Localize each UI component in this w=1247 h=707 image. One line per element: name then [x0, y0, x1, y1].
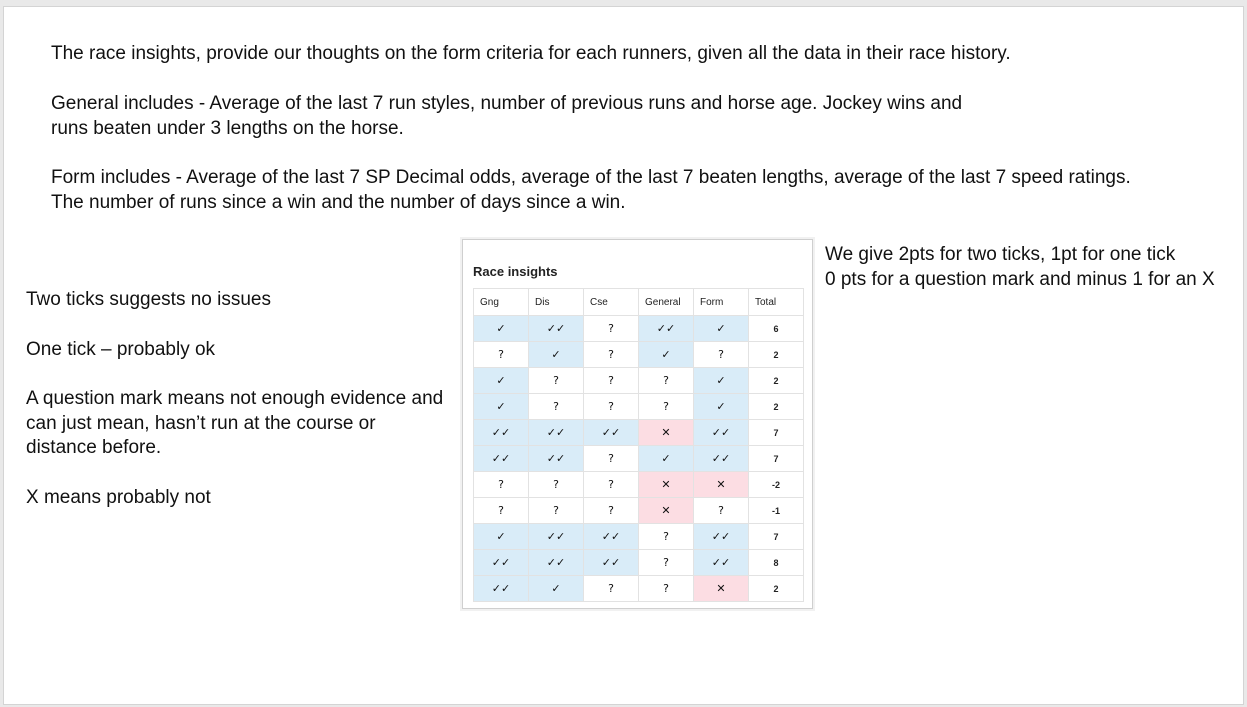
cell-total: -1 [749, 498, 804, 524]
cell-general: ? [639, 394, 694, 420]
cell-dis: ? [529, 368, 584, 394]
table-row [474, 524, 804, 550]
cell-gng: ? [474, 342, 529, 368]
column-header-gng: Gng [474, 289, 529, 316]
cell-gng: ✓✓ [474, 420, 529, 446]
cell-general: ✓ [639, 342, 694, 368]
cell-dis: ✓✓ [529, 316, 584, 342]
column-header-cse: Cse [584, 289, 639, 316]
cell-gng: ✓✓ [474, 446, 529, 472]
cell-general: ? [639, 368, 694, 394]
table-row [474, 394, 804, 420]
cell-form: ✓✓ [694, 446, 749, 472]
cell-total: -2 [749, 472, 804, 498]
cell-total: 6 [749, 316, 804, 342]
table-row [474, 368, 804, 394]
cell-cse: ✓✓ [584, 420, 639, 446]
table-row [474, 316, 804, 342]
cell-total: 8 [749, 550, 804, 576]
cell-cse: ? [584, 446, 639, 472]
cell-dis: ? [529, 394, 584, 420]
cell-gng: ✓ [474, 368, 529, 394]
cell-cse: ? [584, 576, 639, 602]
general-description: General includes - Average of the last 7 run styles, number of previous runs and horse age. Jockey wins and runs beaten under 3 lengths on the horse. [51, 93, 963, 139]
cell-form: ✓ [694, 368, 749, 394]
cell-form: ? [694, 498, 749, 524]
table-row [474, 498, 804, 524]
cell-form: ? [694, 342, 749, 368]
column-header-form: Form [694, 289, 749, 316]
x-note: X means probably not [26, 487, 211, 508]
intro-paragraph: The race insights, provide our thoughts on the form criteria for each runners, given all the data in their race history. [51, 43, 1011, 64]
table-row [474, 472, 804, 498]
cell-dis: ? [529, 472, 584, 498]
column-header-general: General [639, 289, 694, 316]
cell-total: 2 [749, 342, 804, 368]
cell-form: ✓✓ [694, 550, 749, 576]
form-description: Form includes - Average of the last 7 SP Decimal odds, average of the last 7 beaten lengths, average of the last 7 speed ratings. The number of runs since a win and the number of days since a win. [51, 167, 1131, 213]
column-header-dis: Dis [529, 289, 584, 316]
two-ticks-note: Two ticks suggests no issues [26, 289, 271, 310]
cell-cse: ✓✓ [584, 550, 639, 576]
cell-cse: ? [584, 316, 639, 342]
cell-dis: ✓✓ [529, 550, 584, 576]
cell-cse: ? [584, 394, 639, 420]
cell-total: 7 [749, 420, 804, 446]
question-mark-note: A question mark means not enough evidence and can just mean, hasn’t run at the course or distance before. [26, 388, 444, 458]
cell-general: ✓✓ [639, 316, 694, 342]
one-tick-note: One tick – probably ok [26, 339, 216, 360]
table-row [474, 550, 804, 576]
table-header-row [474, 289, 804, 316]
cell-general: ✕ [639, 472, 694, 498]
cell-cse: ✓✓ [584, 524, 639, 550]
cell-dis: ✓✓ [529, 446, 584, 472]
table-row [474, 576, 804, 602]
cell-total: 2 [749, 394, 804, 420]
table-row [474, 446, 804, 472]
cell-form: ✓✓ [694, 524, 749, 550]
cell-gng: ✓ [474, 524, 529, 550]
race-insights-title: Race insights [473, 264, 558, 279]
scoring-line-2: 0 pts for a question mark and minus 1 for an X [825, 268, 1215, 290]
cell-general: ✕ [639, 420, 694, 446]
scoring-explanation [825, 243, 1245, 292]
cell-gng: ✓✓ [474, 576, 529, 602]
cell-gng: ✓ [474, 394, 529, 420]
cell-gng: ? [474, 498, 529, 524]
cell-general: ? [639, 524, 694, 550]
cell-general: ✓ [639, 446, 694, 472]
cell-gng: ✓✓ [474, 550, 529, 576]
cell-dis: ? [529, 498, 584, 524]
cell-general: ? [639, 576, 694, 602]
slide [3, 6, 1244, 705]
cell-form: ✕ [694, 576, 749, 602]
cell-gng: ✓ [474, 316, 529, 342]
scoring-line-1: We give 2pts for two ticks, 1pt for one tick [825, 244, 1176, 265]
cell-form: ✓ [694, 394, 749, 420]
race-insights-body [474, 316, 804, 602]
cell-gng: ? [474, 472, 529, 498]
cell-dis: ✓✓ [529, 420, 584, 446]
cell-cse: ? [584, 498, 639, 524]
cell-dis: ✓ [529, 576, 584, 602]
cell-general: ✕ [639, 498, 694, 524]
cell-form: ✓✓ [694, 420, 749, 446]
cell-form: ✕ [694, 472, 749, 498]
cell-total: 7 [749, 446, 804, 472]
race-insights-table [473, 288, 804, 602]
cell-total: 2 [749, 576, 804, 602]
cell-general: ? [639, 550, 694, 576]
cell-total: 7 [749, 524, 804, 550]
cell-cse: ? [584, 342, 639, 368]
cell-form: ✓ [694, 316, 749, 342]
cell-cse: ? [584, 472, 639, 498]
table-row [474, 420, 804, 446]
cell-dis: ✓✓ [529, 524, 584, 550]
cell-total: 2 [749, 368, 804, 394]
table-row [474, 342, 804, 368]
race-insights-panel [462, 239, 813, 609]
cell-dis: ✓ [529, 342, 584, 368]
cell-cse: ? [584, 368, 639, 394]
column-header-total: Total [749, 289, 804, 316]
